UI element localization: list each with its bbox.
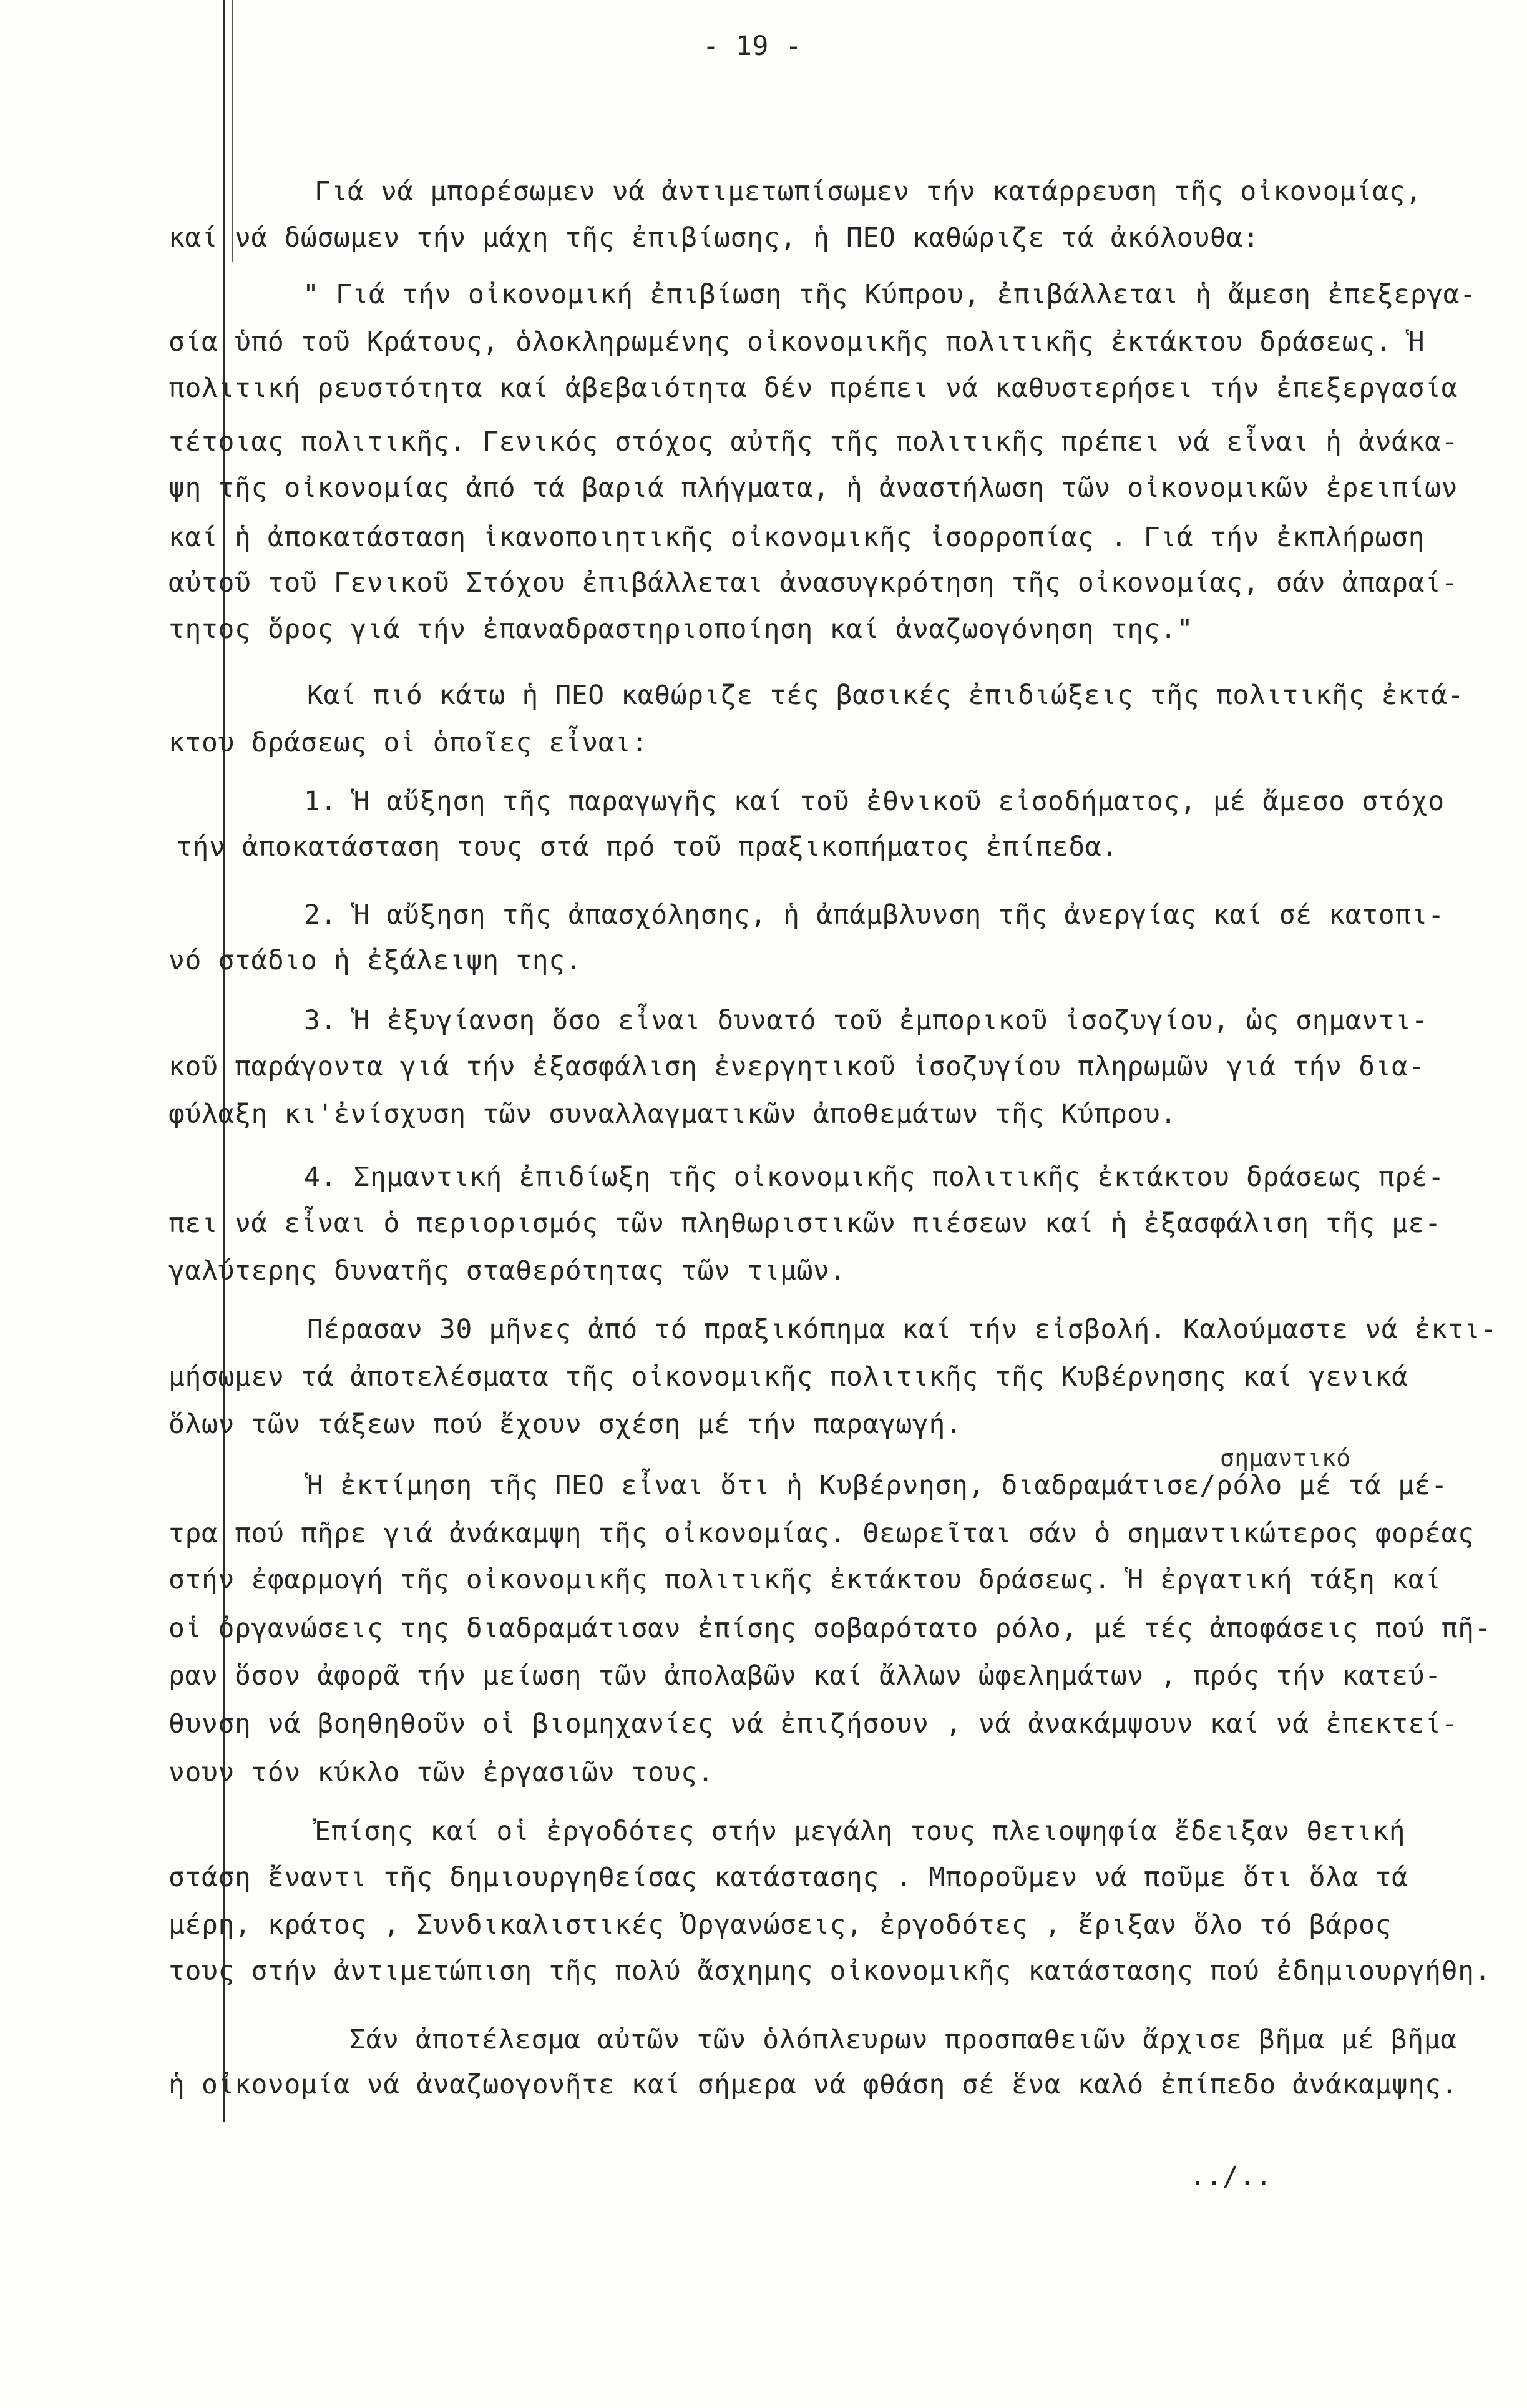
text-line: 2. Ἡ αὔξηση τῆς ἀπασχόλησης, ἡ ἀπάμβλυνση τῆς ἀνεργίας καί σέ κατοπι- [304,899,1445,931]
text-line: καί ἡ ἀποκατάσταση ἱκανοποιητικῆς οἰκονομικῆς ἰσορροπίας . Γιά τήν ἐκπλήρωση [168,522,1425,553]
text-line: 1. Ἡ αὔξηση τῆς παραγωγῆς καί τοῦ ἐθνικοῦ εἰσοδήματος, μέ ἄμεσο στόχο [304,786,1445,817]
text-line: πολιτική ρευστότητα καί ἀβεβαιότητα δέν πρέπει νά καθυστερήσει τήν ἐπεξεργασία [168,373,1458,404]
text-line: ψη τῆς οἰκονομίας ἀπό τά βαριά πλήγματα, ἡ ἀναστήλωση τῶν οἰκονομικῶν ἐρειπίων [168,472,1458,504]
text-line: θυνση νά βοηθηθοῦν οἱ βιομηχανίες νά ἐπιζήσουν , νά ἀνακάμψουν καί νά ἐπεκτεί- [168,1708,1458,1740]
text-line: γαλύτερης δυνατῆς σταθερότητας τῶν τιμῶν. [168,1255,847,1286]
text-line: 3. Ἡ ἐξυγίανση ὅσο εἶναι δυνατό τοῦ ἐμπορικοῦ ἰσοζυγίου, ὡς σημαντι- [304,1005,1428,1036]
text-line: οἱ ὀργανώσεις της διαδραμάτισαν ἐπίσης σοβαρότατο ρόλο, μέ τές ἀποφάσεις πού πῆ- [168,1613,1491,1644]
text-line: μέρη, κράτος , Συνδικαλιστικές Ὀργανώσεις, ἐργοδότες , ἔριξαν ὅλο τό βάρος [168,1909,1392,1941]
text-line: μήσωμεν τά ἀποτελέσματα τῆς οἰκονομικῆς πολιτικῆς τῆς Κυβέρνησης καί γενικά [168,1361,1408,1392]
text-line: νουν τόν κύκλο τῶν ἐργασιῶν τους. [168,1757,715,1788]
text-line: τέτοιας πολιτικῆς. Γενικός στόχος αὐτῆς τῆς πολιτικῆς πρέπει νά εἶναι ἡ ἀνάκα- [168,426,1458,458]
text-line: 4. Σημαντική ἐπιδίωξη τῆς οἰκονομικῆς πολιτικῆς ἐκτάκτου δράσεως πρέ- [304,1162,1445,1193]
text-line: " Γιά τήν οἰκονομική ἐπιβίωση τῆς Κύπρου, ἐπιβάλλεται ἡ ἄμεση ἐπεξεργα- [303,279,1476,310]
text-line: πει νά εἶναι ὁ περιορισμός τῶν πληθωριστικῶν πιέσεων καί ἡ ἐξασφάλιση τῆς με- [168,1208,1442,1239]
text-line: ραν ὅσον ἀφορᾶ τήν μείωση τῶν ἀπολαβῶν καί ἄλλων ὠφελημάτων , πρός τήν κατεύ- [168,1660,1442,1691]
text-line: ἡ οἰκονομία νά ἀναζωογονῆτε καί σήμερα νά φθάση σέ ἕνα καλό ἐπίπεδο ἀνάκαμψης. [168,2069,1458,2100]
text-line: στήν ἐφαρμογή τῆς οἰκονομικῆς πολιτικῆς ἐκτάκτου δράσεως. Ἡ ἐργατική τάξη καί [168,1564,1442,1595]
text-line: κοῦ παράγοντα γιά τήν ἐξασφάλιση ἐνεργητικοῦ ἰσοζυγίου πληρωμῶν γιά τήν δια- [168,1051,1425,1082]
text-line: στάση ἔναντι τῆς δημιουργηθείσας κατάστασης . Μποροῦμεν νά ποῦμε ὅτι ὅλα τά [168,1862,1408,1893]
text-line: νό στάδιο ἡ ἐξάλειψη της. [168,945,582,976]
text-line: φύλαξη κι'ἐνίσχυση τῶν συναλλαγματικῶν ἀποθεμάτων τῆς Κύπρου. [168,1099,1177,1130]
text-line: τητος ὅρος γιά τήν ἐπαναδραστηριοποίηση καί ἀναζωογόνηση της." [168,614,1194,645]
text-line: Σάν ἀποτέλεσμα αὐτῶν τῶν ὁλόπλευρων προσπαθειῶν ἄρχισε βῆμα μέ βῆμα [349,2024,1457,2055]
text-line: Ἡ ἐκτίμηση τῆς ΠΕΟ εἶναι ὅτι ἡ Κυβέρνηση, διαδραμάτισε/ρόλο μέ τά μέ- [307,1470,1448,1501]
continuation-mark: ../.. [1189,2161,1272,2192]
text-line: κτου δράσεως οἱ ὁποῖες εἶναι: [168,727,648,758]
text-line: Ἐπίσης καί οἱ ἐργοδότες στήν μεγάλη τους πλειοψηφία ἔδειξαν θετική [315,1816,1406,1847]
text-line: αὐτοῦ τοῦ Γενικοῦ Στόχου ἐπιβάλλεται ἀνασυγκρότηση τῆς οἰκονομίας, σάν ἀπαραί- [168,567,1458,599]
text-line: τήν ἀποκατάσταση τους στά πρό τοῦ πραξικοπήματος ἐπίπεδα. [176,831,1118,863]
text-line: Γιά νά μπορέσωμεν νά ἀντιμετωπίσωμεν τήν κατάρρευση τῆς οἰκονομίας, [315,176,1422,207]
text-line: σία ὑπό τοῦ Κράτους, ὁλοκληρωμένης οἰκονομικῆς πολιτικῆς ἐκτάκτου δράσεως. Ἡ [168,326,1425,358]
text-line: καί νά δώσωμεν τήν μάχη τῆς ἐπιβίωσης, ἡ ΠΕΟ καθώριζε τά ἀκόλουθα: [168,222,1260,253]
page-number: - 19 - [703,31,802,62]
text-line: τρα πού πῆρε γιά ἀνάκαμψη τῆς οἰκονομίας. Θεωρεῖται σάν ὁ σημαντικώτερος φορέας [168,1518,1475,1549]
text-line: ὅλων τῶν τάξεων πού ἔχουν σχέση μέ τήν παραγωγή. [168,1409,962,1440]
handwritten-insertion: σημαντικό [1220,1444,1351,1472]
text-line: Πέρασαν 30 μῆνες ἀπό τό πραξικόπημα καί τήν εἰσβολή. Καλούμαστε νά ἐκτι- [307,1314,1498,1345]
text-line: τους στήν ἀντιμετώπιση τῆς πολύ ἄσχημης οἰκονομικῆς κατάστασης πού ἐδημιουργήθη. [168,1955,1491,1987]
text-line: Καί πιό κάτω ἡ ΠΕΟ καθώριζε τές βασικές ἐπιδιώξεις τῆς πολιτικῆς ἐκτά- [307,680,1465,711]
